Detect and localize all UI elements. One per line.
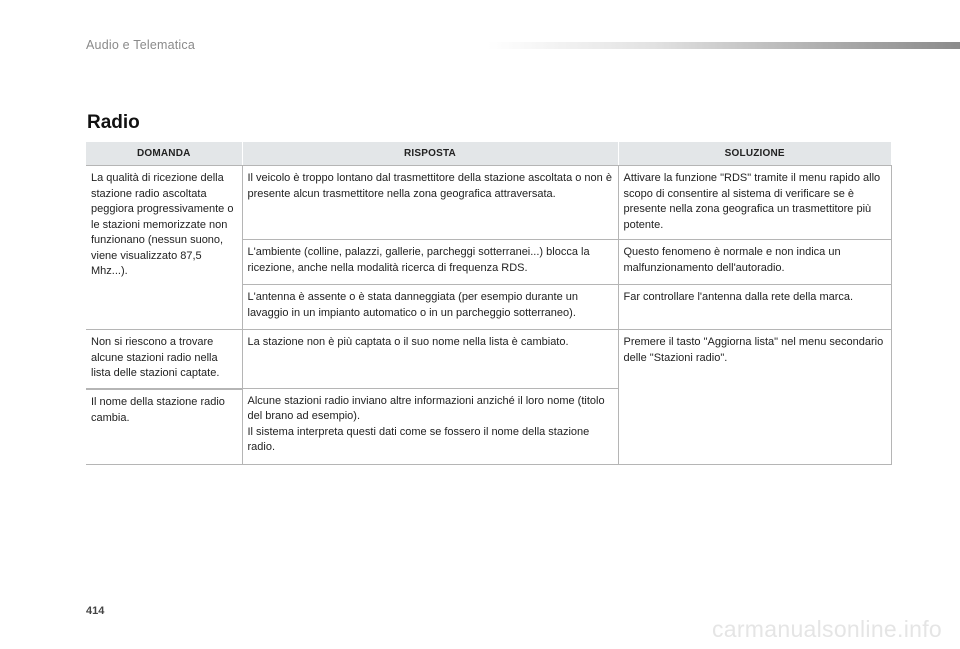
question-cell: La qualità di ricezione della stazione radio ascoltata peggiora progressivamente o le stazioni memorizzate non funzionano (nessun suono, viene visualizzato 87,5 Mhz...). bbox=[86, 166, 242, 330]
troubleshooting-table bbox=[86, 142, 892, 465]
solution-cell: Far controllare l'antenna dalla rete della marca. bbox=[618, 285, 891, 330]
table-header-row bbox=[86, 142, 891, 166]
solution-cell: Premere il tasto "Aggiorna lista" nel menu secondario delle "Stazioni radio". bbox=[618, 330, 891, 465]
answer-cell: Il veicolo è troppo lontano dal trasmettitore della stazione ascoltata o non è presente alcun trasmettitore nella zona geografica attraversata. bbox=[242, 166, 618, 240]
answer-cell: La stazione non è più captata o il suo nome nella lista è cambiato. bbox=[242, 330, 618, 389]
column-header-domanda: DOMANDA bbox=[86, 142, 242, 166]
solution-cell: Attivare la funzione "RDS" tramite il menu rapido allo scopo di consentire al sistema di verificare se è presente nella zona geografica un trasmettitore più potente. bbox=[618, 166, 891, 240]
table-row bbox=[86, 166, 891, 240]
answer-cell: L'ambiente (colline, palazzi, gallerie, parcheggi sotterranei...) blocca la ricezione, anche nella modalità ricerca di frequenza RDS. bbox=[242, 240, 618, 285]
answer-line: Il sistema interpreta questi dati come se fossero il nome della stazione radio. bbox=[247, 425, 590, 453]
answer-cell bbox=[242, 388, 618, 464]
table-row bbox=[86, 330, 891, 389]
solution-cell: Questo fenomeno è normale e non indica un malfunzionamento dell'autoradio. bbox=[618, 240, 891, 285]
answer-line: Alcune stazioni radio inviano altre informazioni anziché il loro nome (titolo del brano ad esempio). bbox=[247, 394, 605, 422]
question-cell: Il nome della stazione radio cambia. bbox=[86, 390, 242, 464]
header-gradient-bar bbox=[488, 42, 960, 49]
column-header-soluzione: SOLUZIONE bbox=[618, 142, 891, 166]
question-cell: Non si riescono a trovare alcune stazioni radio nella lista delle stazioni captate. bbox=[86, 330, 242, 389]
column-header-risposta: RISPOSTA bbox=[242, 142, 618, 166]
answer-cell: L'antenna è assente o è stata danneggiata (per esempio durante un lavaggio in un impianto automatico o in un parcheggio sotterraneo). bbox=[242, 285, 618, 330]
header-title: Audio e Telematica bbox=[86, 38, 195, 52]
page-number: 414 bbox=[86, 605, 105, 617]
watermark-text: carmanualsonline.info bbox=[711, 616, 942, 642]
section-title: Radio bbox=[87, 112, 140, 133]
